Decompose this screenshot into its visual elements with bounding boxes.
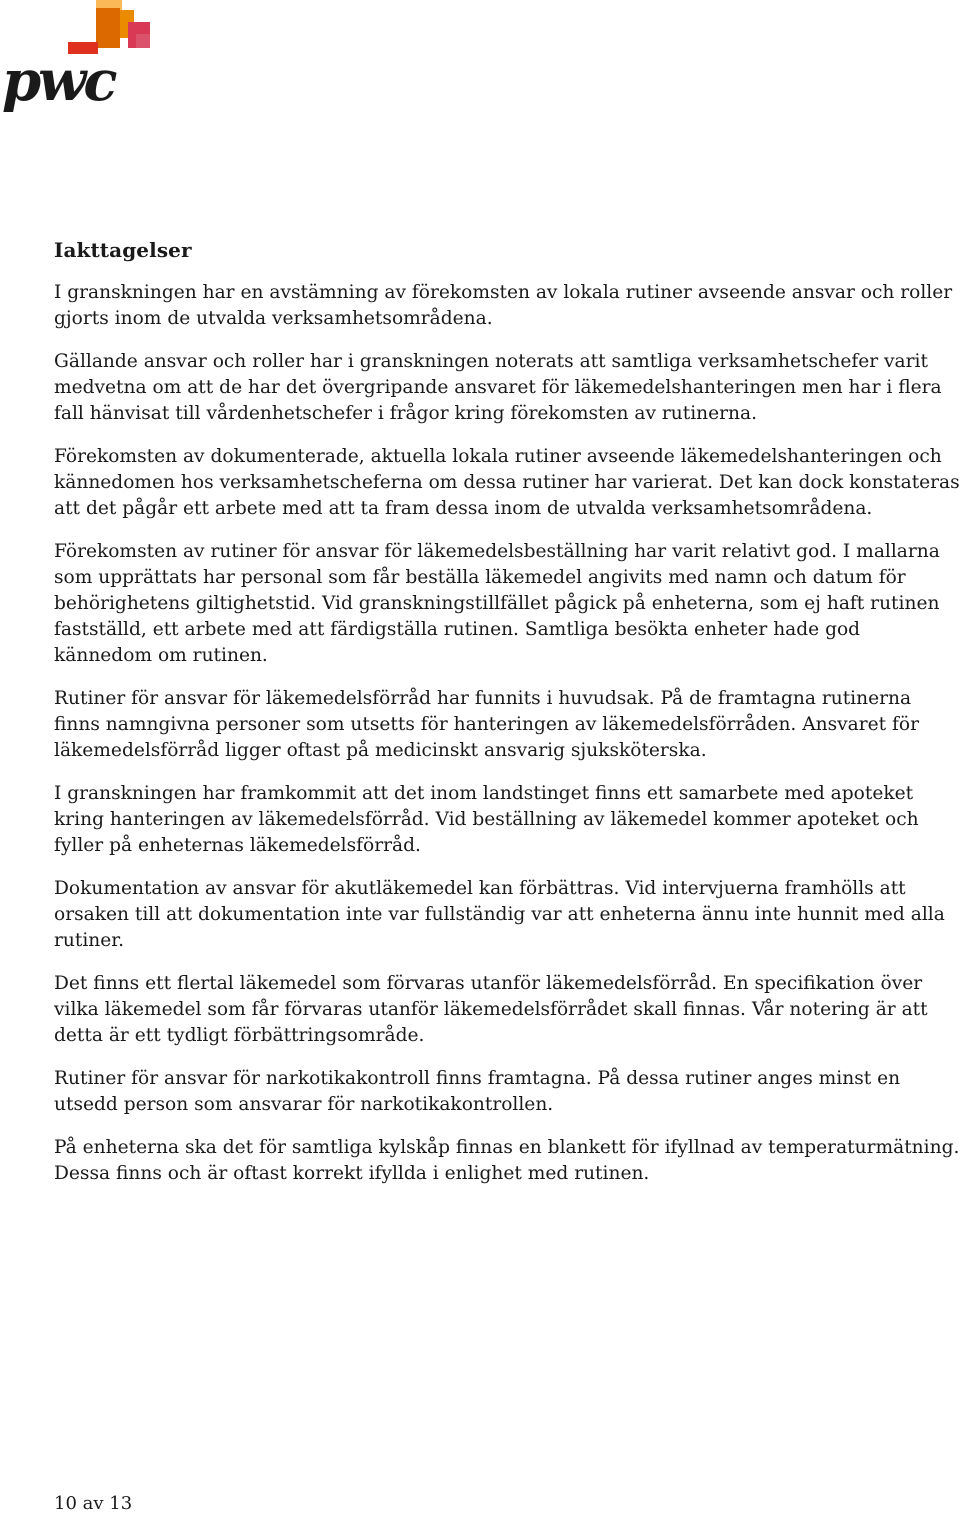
- pwc-logo-mark: [0, 0, 160, 118]
- paragraph: Gällande ansvar och roller har i granskningen noterats att samtliga verksamhetschefer varit medvetna om att de har det övergripande ansvaret för läkemedelshanteringen men har i flera fall hänvisat till vårdenhetschefer i frågor kring förekomsten av rutinerna.: [54, 351, 942, 424]
- paragraph: På enheterna ska det för samtliga kylskåp finnas en blankett för ifyllnad av temperaturmätning. Dessa finns och är oftast korrekt ifyllda i enlighet med rutinen.: [54, 1137, 960, 1184]
- paragraph: Det finns ett flertal läkemedel som förvaras utanför läkemedelsförråd. En specifikation över vilka läkemedel som får förvaras utanför läkemedelsförrådet skall finnas. Vår notering är att detta är ett tydligt förbättringsområde.: [54, 973, 928, 1046]
- section-heading: Iakttagelser: [54, 238, 192, 262]
- paragraph: I granskningen har en avstämning av förekomsten av lokala rutiner avseende ansvar och roller gjorts inom de utvalda verksamhetsområdena.: [54, 282, 953, 329]
- logo-block-pink: [136, 34, 150, 48]
- pwc-logo: [0, 0, 160, 118]
- page-number: 10 av 13: [54, 1493, 133, 1514]
- paragraph: Rutiner för ansvar för narkotikakontroll finns framtagna. På dessa rutiner anges minst en utsedd person som ansvarar för narkotikakontrollen.: [54, 1068, 901, 1115]
- logo-wordmark: pwc: [2, 48, 115, 114]
- document-body: [54, 236, 960, 1204]
- paragraph: Förekomsten av rutiner för ansvar för läkemedelsbeställning har varit relativt god. I mallarna som upprättats har personal som får beställa läkemedel angivits med namn och datum för behörighetens giltighetstid. Vid granskningstillfället pågick på enheterna, som ej haft rutinen fastställd, ett arbete med att färdigställa rutinen. Samtliga besökta enheter hade god kännedom om rutinen.: [54, 541, 940, 666]
- paragraph: I granskningen har framkommit att det inom landstinget finns ett samarbete med apoteket kring hanteringen av läkemedelsförråd. Vid beställning av läkemedel kommer apoteket och fyller på enheternas läkemedelsförråd.: [54, 783, 919, 856]
- paragraph: Förekomsten av dokumenterade, aktuella lokala rutiner avseende läkemedelshanteringen och kännedomen hos verksamhetscheferna om dessa rutiner har varierat. Det kan dock konstateras att det pågår ett arbete med att ta fram dessa inom de utvalda verksamhetsområdena.: [54, 446, 960, 519]
- paragraph: Dokumentation av ansvar för akutläkemedel kan förbättras. Vid intervjuerna framhölls att orsaken till att dokumentation inte var fullständig var att enheterna ännu inte hunnit med alla rutiner.: [54, 878, 945, 951]
- logo-block-dark: [96, 8, 120, 48]
- paragraph: Rutiner för ansvar för läkemedelsförråd har funnits i huvudsak. På de framtagna rutinerna finns namngivna personer som utsetts för hanteringen av läkemedelsförråden. Ansvaret för läkemedelsförråd ligger oftast på medicinskt ansvarig sjuksköterska.: [54, 688, 920, 761]
